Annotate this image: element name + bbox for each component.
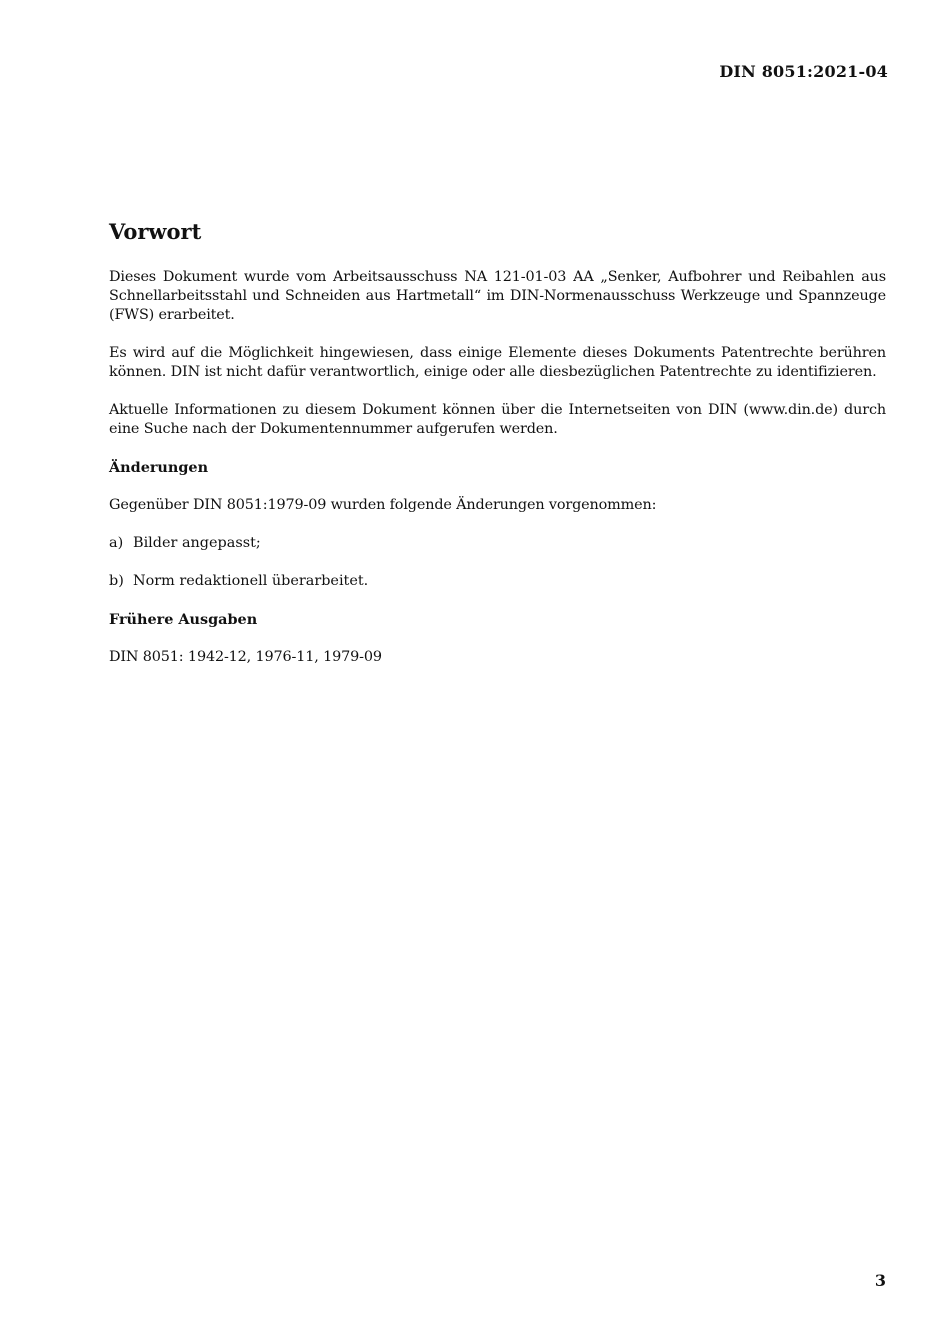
paragraph-patent-notice: Es wird auf die Möglichkeit hingewiesen, dass einige Elemente dieses Dokuments Patentrechte berühren können. DIN ist nicht dafür verantwortlich, einige oder alle diesbezüglichen Patentrechte zu identifizieren. [109,345,886,380]
list-item-text: Norm redaktionell überarbeitet. [133,573,369,589]
list-item [109,572,886,591]
document-body [109,218,886,686]
changes-intro: Gegenüber DIN 8051:1979-09 wurden folgende Änderungen vorgenommen: [109,497,657,513]
list-item-text: Bilder angepasst; [133,535,261,551]
document-id: DIN 8051:2021-04 [719,62,888,81]
previous-editions-heading: Frühere Ausgaben [109,611,258,628]
section-title: Vorwort [109,219,202,244]
list-marker: a) [109,535,124,551]
list-item [109,534,886,553]
paragraph-current-info: Aktuelle Informationen zu diesem Dokument können über die Internetseiten von DIN (www.din.de) durch eine Suche nach der Dokumentennummer aufgerufen werden. [109,402,886,437]
paragraph-committee: Dieses Dokument wurde vom Arbeitsausschuss NA 121-01-03 AA „Senker, Aufbohrer und Reibahlen aus Schnellarbeitsstahl und Schneiden aus Hartmetall“ im DIN-Normenausschuss Werkzeuge und Spannzeuge (FWS) erarbeitet. [109,269,886,323]
list-marker: b) [109,573,124,589]
page-number: 3 [874,1271,886,1290]
previous-editions-text: DIN 8051: 1942-12, 1976-11, 1979-09 [109,649,382,665]
changes-heading: Änderungen [109,459,209,476]
